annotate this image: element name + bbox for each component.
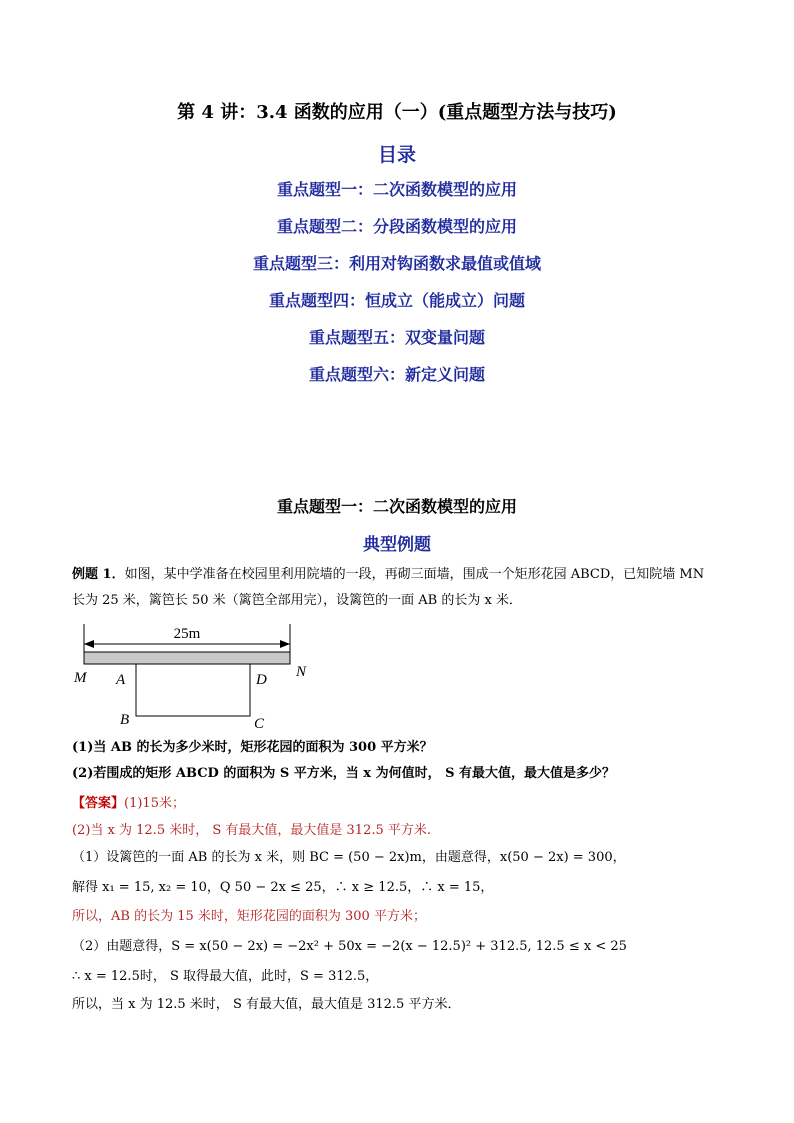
toc-heading: 目录	[377, 144, 416, 166]
garden-diagram	[70, 620, 320, 732]
arrow-left-icon	[84, 640, 94, 648]
solution-line-6: 所以，当 x 为 12.5 米时， S 有最大值，最大值是 312.5 平方米．	[72, 997, 461, 1012]
solution-line-2: 解得 x₁ = 15, x₂ = 10，Q 50 − 2x ≤ 25，∴ x ≥ 12.5，∴ x = 15，	[72, 880, 494, 895]
table-of-contents	[0, 180, 794, 402]
wall-mn	[84, 652, 290, 664]
question-1: (1)当 AB 的长为多少米时，矩形花园的面积为 300 平方米？	[72, 740, 433, 755]
arrow-right-icon	[280, 640, 290, 648]
label-n: N	[296, 664, 307, 680]
toc-item-5[interactable]: 重点题型五：双变量问题	[308, 328, 485, 347]
label-m: M	[74, 670, 87, 686]
question-2: (2)若围成的矩形 ABCD 的面积为 S 平方米，当 x 为何值时， S 有最大值，最大值是多少？	[72, 766, 616, 781]
toc-item-6[interactable]: 重点题型六：新定义问题	[308, 365, 485, 384]
label-c: C	[254, 716, 265, 732]
example-line-1	[72, 566, 704, 584]
section-title: 重点题型一：二次函数模型的应用	[276, 497, 517, 516]
example-text-1: 如图，某中学准备在校园里利用院墙的一段，再砌三面墙，围成一个矩形花园 ABCD，已知院墙 MN	[124, 567, 705, 582]
solution-line-3: 所以，AB 的长为 15 米时，矩形花园的面积为 300 平方米；	[72, 909, 426, 924]
solution-line-4: （2）由题意得，S = x(50 − 2x) = −2x² + 50x = −2(x − 12.5)² + 312.5, 12.5 ≤ x < 25	[72, 939, 627, 954]
example-line-2: 长为 25 米，篱笆长 50 米（篱笆全部用完），设篱笆的一面 AB 的长为 x 米．	[72, 593, 522, 608]
answer-line-1	[72, 795, 185, 813]
answer-2: (2)当 x 为 12.5 米时， S 有最大值，最大值是 312.5 平方米.	[72, 823, 432, 838]
solution-line-1: （1）设篱笆的一面 AB 的长为 x 米，则 BC = (50 − 2x)m，由题意得，x(50 − 2x) = 300，	[72, 850, 626, 865]
toc-item-3[interactable]: 重点题型三：利用对钩函数求最值或值域	[252, 254, 541, 273]
toc-item-1[interactable]: 重点题型一：二次函数模型的应用	[276, 180, 517, 199]
fence-abcd	[136, 664, 250, 716]
width-label: 25m	[173, 626, 201, 642]
toc-item-2[interactable]: 重点题型二：分段函数模型的应用	[276, 217, 517, 236]
section-subheading: 典型例题	[363, 535, 431, 555]
answer-1: (1)15米；	[124, 796, 185, 811]
label-a: A	[116, 672, 126, 688]
page-title: 第 4 讲：3.4 函数的应用（一）(重点题型方法与技巧)	[177, 102, 617, 123]
label-d: D	[256, 672, 267, 688]
solution-line-5: ∴ x = 12.5时， S 取得最大值，此时，S = 312.5，	[72, 969, 379, 984]
toc-item-4[interactable]: 重点题型四：恒成立（能成立）问题	[268, 291, 525, 310]
example-label: 例题 1．	[72, 567, 125, 582]
label-b: B	[120, 712, 130, 728]
answer-tag: 【答案】	[72, 796, 125, 811]
